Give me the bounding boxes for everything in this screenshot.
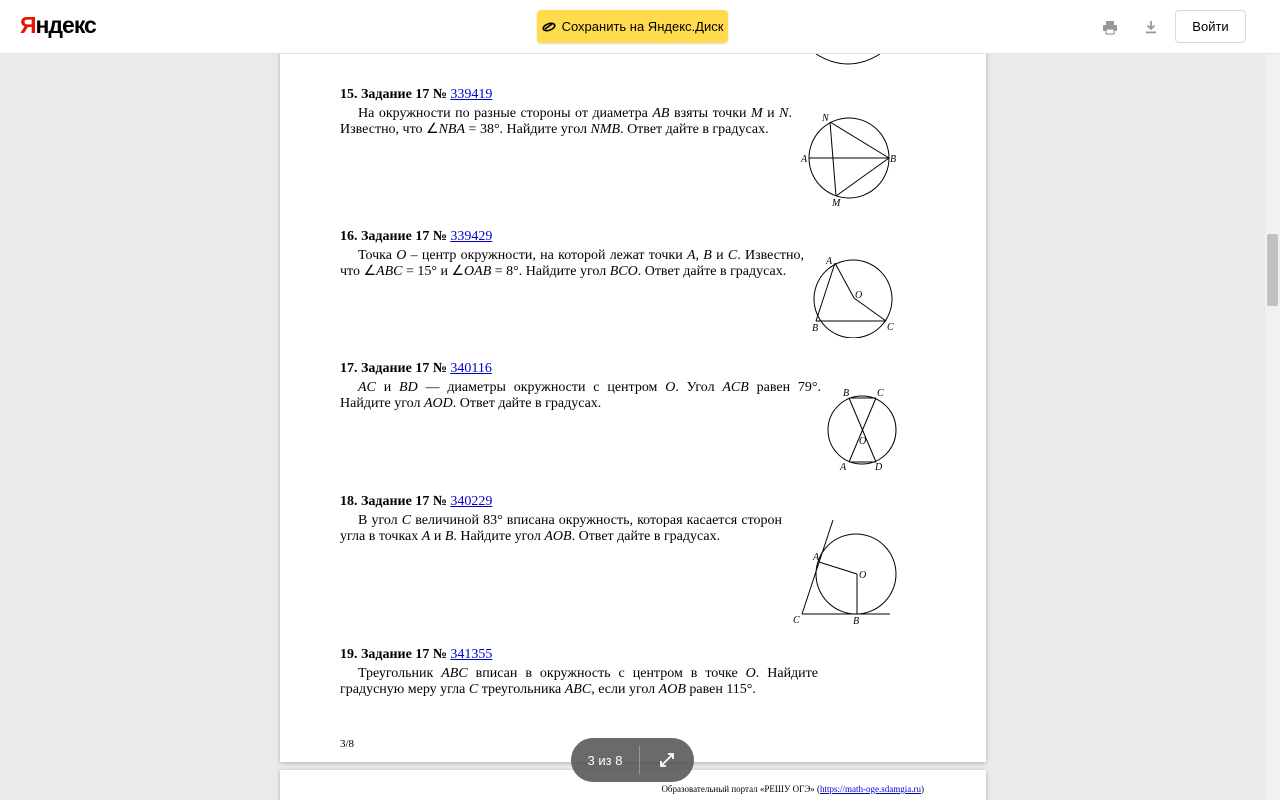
logo-rest: ндекс — [35, 12, 96, 38]
label-B: B — [843, 388, 850, 399]
print-icon[interactable] — [1099, 16, 1121, 38]
label-C: C — [887, 322, 894, 333]
task-link[interactable]: 341355 — [450, 647, 493, 662]
figure-17-circle — [820, 386, 904, 474]
task-17 — [340, 360, 821, 412]
task-heading: 16. Задание 17 № 339429 — [340, 229, 493, 244]
logo-first-letter: Я — [20, 12, 36, 38]
label-B: B — [890, 154, 897, 165]
figure-15-circle — [798, 112, 900, 208]
task-16 — [340, 228, 804, 280]
document-page — [280, 0, 986, 762]
fullscreen-button[interactable] — [640, 738, 694, 782]
scrollbar-thumb[interactable] — [1267, 234, 1278, 306]
label-D: D — [875, 462, 883, 473]
footer-link[interactable]: https://math-oge.sdamgia.ru — [820, 784, 921, 794]
save-to-disk-button[interactable] — [537, 10, 728, 43]
expand-icon — [659, 752, 675, 768]
label-A: A — [813, 552, 820, 563]
label-B: B — [853, 616, 860, 627]
page-counter: 3 из 8 — [587, 752, 623, 768]
label-A: A — [840, 462, 847, 473]
yandex-logo[interactable] — [20, 12, 96, 39]
save-button-label: Сохранить на Яндекс.Диск — [561, 19, 724, 34]
task-heading: 17. Задание 17 № 340116 — [340, 361, 492, 376]
download-icon[interactable] — [1140, 16, 1162, 38]
task-link[interactable]: 340116 — [450, 361, 492, 376]
label-N: N — [822, 113, 829, 124]
task-text: Точка O – центр окружности, на которой лежат точки A, B и C. Известно, что ∠ABC = 15° и ∠OAB = 8°. Найдите угол BCO. Ответ дайте в градусах. — [340, 248, 805, 279]
label-B: B — [812, 323, 819, 334]
label-C: C — [877, 388, 884, 399]
label-A: A — [826, 256, 833, 267]
task-text: В угол C величиной 83° вписана окружность, которая касается сторон угла в точках A и B. Найдите угол AOB. Ответ дайте в градусах. — [340, 513, 782, 544]
task-link[interactable]: 339419 — [450, 87, 493, 102]
top-bar — [0, 0, 1280, 54]
task-text: На окружности по разные стороны от диаметра AB взяты точки M и N. Известно, что ∠NBA = 38°. Найдите угол NMB. Ответ дайте в градусах. — [340, 106, 793, 137]
disk-icon — [542, 21, 556, 33]
label-O: O — [859, 436, 867, 447]
page-number: 3/8 — [340, 738, 355, 750]
task-19 — [340, 646, 818, 698]
page-footer: Образовательный портал «РЕШУ ОГЭ» (https://math-oge.sdamgia.ru) — [661, 784, 924, 794]
page-pager — [571, 738, 694, 782]
scrollbar-track[interactable] — [1265, 54, 1280, 800]
label-A: A — [801, 154, 808, 165]
figure-16-circle — [806, 254, 902, 338]
label-C: C — [793, 615, 800, 626]
task-15 — [340, 86, 792, 138]
login-button[interactable]: Войти — [1175, 10, 1246, 43]
previous-figure-fragment — [810, 54, 890, 68]
task-link[interactable]: 340229 — [450, 494, 493, 509]
task-18 — [340, 493, 782, 545]
task-link[interactable]: 339429 — [450, 229, 493, 244]
label-M: M — [832, 198, 841, 208]
task-text: AC и BD — диаметры окружности с центром O. Угол ACB равен 79°. Найдите угол AOD. Ответ дайте в градусах. — [340, 380, 821, 411]
label-O: O — [855, 290, 863, 301]
task-text: Треугольник ABC вписан в окружность с центром в точке O. Найдите градусную меру угла C треугольника ABC, если угол AOB равен 115°. — [340, 666, 819, 697]
task-heading: 18. Задание 17 № 340229 — [340, 494, 493, 509]
label-O: O — [859, 570, 867, 581]
task-heading: 15. Задание 17 № 339419 — [340, 87, 493, 102]
figure-18-circle — [786, 516, 906, 628]
task-heading: 19. Задание 17 № 341355 — [340, 647, 493, 662]
